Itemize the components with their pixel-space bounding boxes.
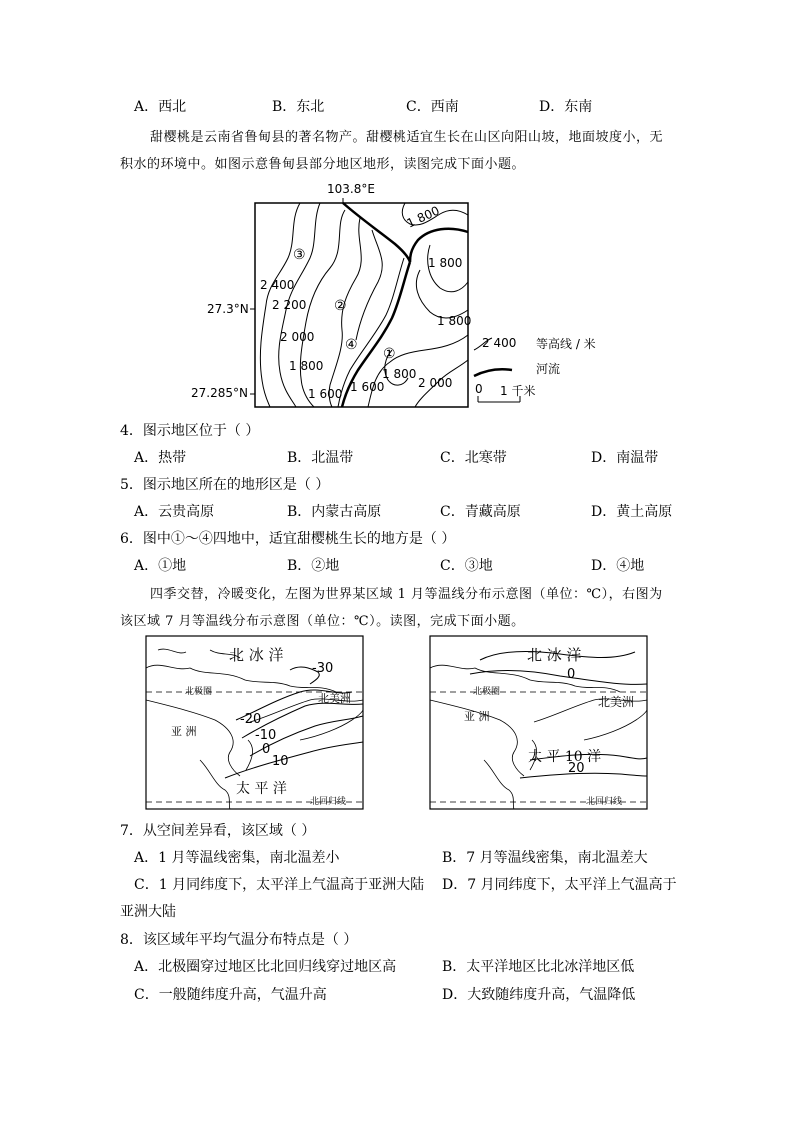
q4-option-b[interactable]: B．北温带 [287, 450, 354, 466]
lon-label: 103.8°E [327, 182, 375, 196]
jan-north-america: 北美洲 [318, 692, 351, 705]
q8-option-c[interactable]: C．一般随纬度升高，气温升高 [134, 987, 327, 1003]
q8-option-a[interactable]: A．北极圈穿过地区比北回归线穿过地区高 [134, 959, 397, 975]
contour-label: 2 000 [418, 376, 453, 390]
legend-contour-value: 2 400 [482, 336, 517, 350]
intro2-line1: 四季交替，冷暖变化，左图为世界某区域 1 月等温线分布示意图（单位：℃），右图为 [150, 587, 663, 602]
q7-option-d-wrap: 亚洲大陆 [120, 904, 176, 920]
jan-isotherm-label: 10 [272, 754, 289, 769]
q5-option-b[interactable]: B．内蒙古高原 [287, 504, 382, 520]
jan-isotherm-label: -10 [255, 728, 277, 743]
marker-4: ④ [345, 337, 358, 353]
contour-label: 1 800 [382, 367, 417, 381]
scale-one: 1 千米 [500, 384, 536, 398]
jul-tropic: 北回归线 [586, 797, 623, 807]
q7-option-d[interactable]: D．7 月同纬度下，太平洋上气温高于 [442, 877, 677, 893]
jan-ocean-north: 北 冰 洋 [229, 646, 284, 664]
q7-stem: 7．从空间差异看，该区域（ ） [120, 823, 316, 839]
contour-label: 1 800 [428, 256, 463, 270]
contour-label: 1 800 [437, 314, 472, 328]
q5-stem: 5．图示地区所在的地形区是（ ） [120, 477, 330, 493]
contour-label: 2 200 [272, 298, 307, 312]
scale-zero: 0 [475, 382, 483, 396]
jul-asia: 亚 洲 [464, 710, 490, 723]
jan-isotherm-label: -30 [312, 661, 334, 676]
marker-2: ② [334, 298, 347, 314]
contour-label: 1 800 [404, 203, 442, 231]
coastline [430, 665, 620, 692]
q7-option-a[interactable]: A．1 月等温线密集，南北温差小 [134, 850, 340, 866]
q6-option-b[interactable]: B．②地 [287, 558, 340, 574]
lat-label-bottom: 27.285°N [191, 386, 248, 400]
q4-option-a[interactable]: A．热带 [134, 450, 187, 466]
q8-stem: 8．该区域年平均气温分布特点是（ ） [120, 932, 358, 948]
jul-isotherm-label: 20 [568, 761, 585, 776]
jul-north-america: 北美洲 [598, 695, 635, 709]
jan-arctic-circle: 北极圈 [185, 687, 213, 697]
q8-option-b[interactable]: B．太平洋地区比北冰洋地区低 [442, 959, 635, 975]
marker-1: ① [383, 346, 396, 362]
q4-option-d[interactable]: D．南温带 [591, 450, 659, 466]
coastline [584, 710, 647, 740]
jan-asia: 亚 洲 [171, 725, 197, 738]
coastline [484, 760, 514, 809]
contour-label: 2 000 [280, 330, 315, 344]
lat-label-top: 27.3°N [207, 302, 249, 316]
q3-option-b[interactable]: B．东北 [272, 99, 325, 115]
q3-option-d[interactable]: D．东南 [539, 99, 593, 115]
q6-option-a[interactable]: A．①地 [134, 558, 187, 574]
q7-option-c[interactable]: C．1 月同纬度下，太平洋上气温高于亚洲大陆 [134, 877, 425, 893]
intro1-line2: 积水的环境中。如图示意鲁甸县部分地区地形，读图完成下面小题。 [120, 157, 526, 172]
q6-option-d[interactable]: D．④地 [591, 558, 645, 574]
jul-pacific: 太 平 10 洋 [528, 749, 602, 765]
q5-option-a[interactable]: A．云贵高原 [134, 504, 215, 520]
legend-contour-text: 等高线 / 米 [536, 337, 596, 351]
jul-isotherm-label: 0 [567, 667, 576, 682]
q6-stem: 6．图中①～④四地中，适宜甜樱桃生长的地方是（ ） [120, 531, 456, 547]
jan-isotherm-label: -20 [240, 712, 262, 727]
contour-label: 1 600 [350, 380, 385, 394]
intro1-line1: 甜樱桃是云南省鲁甸县的著名物产。甜樱桃适宜生长在山区向阳山坡，地面坡度小，无 [150, 130, 664, 145]
jan-pacific: 太 平 洋 [236, 781, 287, 797]
q4-stem: 4．图示地区位于（ ） [120, 423, 260, 439]
contour-label: 2 400 [260, 278, 295, 292]
q6-option-c[interactable]: C．③地 [440, 558, 493, 574]
marker-3: ③ [293, 247, 306, 263]
q8-option-d[interactable]: D．大致随纬度升高，气温降低 [442, 987, 636, 1003]
intro2-line2: 该区域 7 月等温线分布示意图（单位：℃）。读图，完成下面小题。 [120, 614, 525, 629]
contour-label: 1 800 [289, 359, 324, 373]
q3-option-a[interactable]: A．西北 [134, 99, 187, 115]
legend-river-text: 河流 [536, 362, 561, 376]
contour-label: 1 600 [308, 387, 343, 401]
jul-ocean-north: 北 冰 洋 [527, 646, 582, 664]
q4-option-c[interactable]: C．北寒带 [440, 450, 507, 466]
q5-option-c[interactable]: C．青藏高原 [440, 504, 521, 520]
jul-arctic-circle: 北极圈 [473, 687, 501, 697]
q3-option-c[interactable]: C．西南 [406, 99, 459, 115]
q5-option-d[interactable]: D．黄土高原 [591, 504, 673, 520]
jan-tropic: 北回归线 [310, 797, 347, 807]
jan-isotherm-label: 0 [262, 742, 271, 757]
q7-option-b[interactable]: B．7 月等温线密集，南北温差大 [442, 850, 648, 866]
